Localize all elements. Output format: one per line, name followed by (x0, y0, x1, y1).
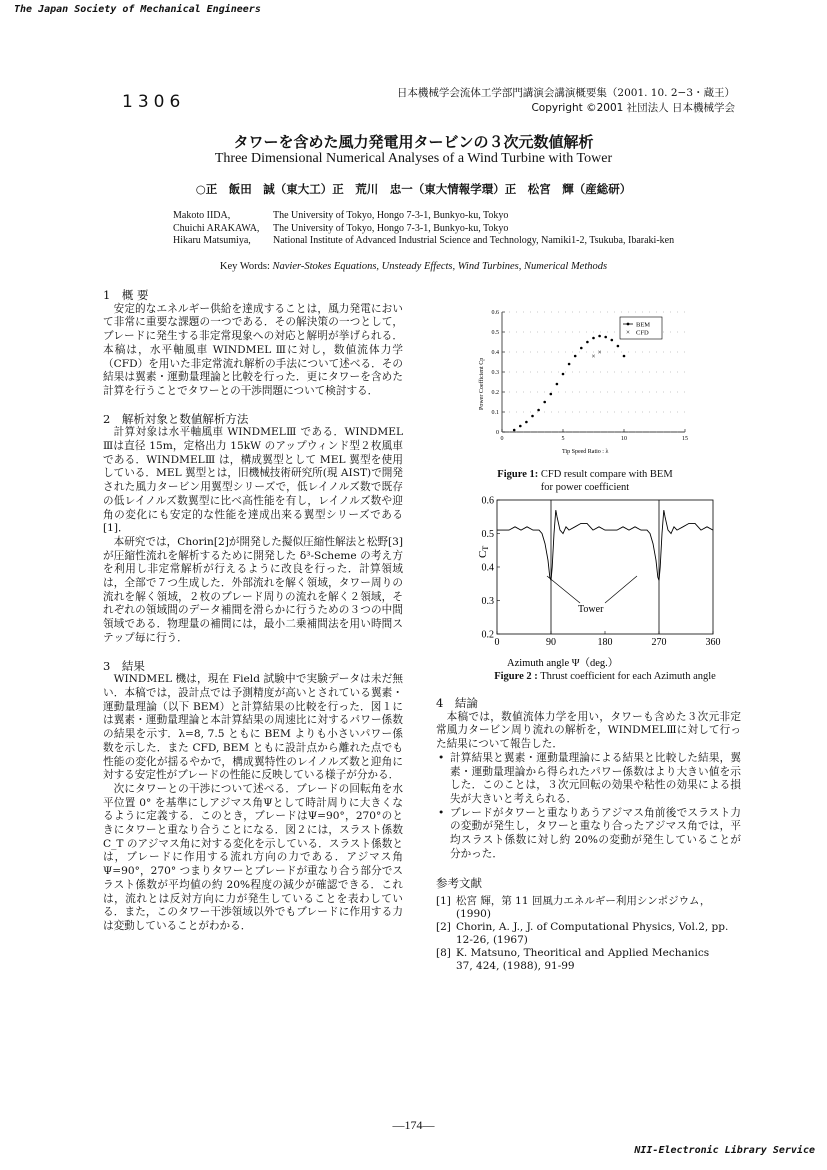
figure-2-caption-text: Thrust coefficient for each Azimuth angle (540, 671, 716, 682)
section-3-title: 3 結果 (103, 658, 145, 673)
section-4-title: 4 結論 (436, 696, 478, 710)
figure-2-y-tick-label: 0.2 (481, 629, 494, 641)
figure-1-x-tick-label: 5 (561, 436, 565, 442)
section-1-title: 1 概 要 (103, 288, 149, 302)
figure-1-bem-point (611, 339, 614, 342)
figure-1-y-tick-label: 0 (496, 430, 499, 436)
figure-1-bem-point (598, 335, 601, 338)
figure-2-label: Figure 2 : (494, 671, 538, 682)
figure-2-x-tick-label: 360 (705, 637, 721, 648)
society-header: The Japan Society of Mechanical Engineers (14, 4, 261, 15)
figure-1-bem-point (586, 341, 589, 344)
svg-text:×: × (626, 328, 630, 337)
section-4-para: 本稿では，数値流体力学を用い，タワーも含めた３次元非定常風力タービン周り流れの解析を，WINDMELⅢに対して行った結果について報告した． (436, 710, 741, 751)
figure-1-bem-point (562, 373, 565, 376)
conclusion-bullet: • 計算結果と翼素・運動量理論による結果と比較した結果，翼素・運動量理論から得られたパワー係数はより大きい値を示した．このことは，３次元回転の効果や粘性の効果による損失が大きいと考えられる． (436, 752, 741, 807)
reference-item: [1] 松宮 輝，第 11 回風力エネルギー利用シンポジウム， (1990) (436, 895, 711, 921)
figure-2-annotation: Tower (578, 604, 604, 615)
figure-1-bem-point (525, 421, 528, 424)
figure-1-bem-point (519, 425, 522, 428)
figure-1-cfd-point: × (597, 348, 602, 357)
section-3-para-2: 次にタワーとの干渉について述べる．ブレードの回転角を水平位置 0° を基準にしアジマス角Ψとして時計周りに大きくなるように定義する．このとき，ブレードはΨ=90°，270°のときにタワーと重なり合うことになる．図２には，スラスト係数 C_T のアジマス角に対する変化を示している．スラスト係数とは，ブレードに作用する流れ方向の力である．アジマス角Ψ=90°，270° つまりタワーとブレードが重なり合う部分でスラスト係数が平均値の約 20%程度の減少が確認できる．これは，流れとは反対方向に力が発生していることを表わしている．また，このタワー干渉領域以外でもブレードに作用する力は変動していることがわかる． (103, 782, 403, 932)
conference-line: 日本機械学会流体工学部門講演会講演概要集（2001. 10. 2−3・蔵王） (396, 87, 735, 99)
figure-1-x-tick-label: 15 (682, 436, 688, 442)
figure-2-ylabel: CT (477, 545, 490, 558)
figure-1-x-tick-label: 0 (500, 436, 504, 442)
figure-1-ylabel: Power Coefficient Cp (479, 357, 485, 410)
left-column (103, 289, 403, 934)
figure-1-bem-point (574, 355, 577, 358)
author-name: Hikaru Matsumiya, (173, 235, 251, 246)
figure-1-bem-point (531, 415, 534, 418)
authors-ja: ○正 飯田 誠（東大工）正 荒川 忠一（東大情報学環）正 松宮 輝（産総研） (195, 182, 632, 196)
keywords-line (0, 261, 827, 272)
figure-1-y-tick-label: 0.4 (491, 350, 499, 356)
figure-1-bem-point (556, 383, 559, 386)
figure-1-cfd-point: × (591, 352, 596, 361)
figure-1-chart (470, 300, 700, 460)
section-1-para: 安定的なエネルギー供給を達成することは，風力発電において非常に重要な課題の一つである．その解決策の一つとして，ブレードに発生する非定常現象への対応と解明が挙げられる．本稿は，水平軸風車 WINDMEL Ⅲに対し，数値流体力学（CFD）を用いた非定常流れ解析の手法について述べる．その結果は翼素・運動量理論と比較を行った．更にタワーを含めた計算を行うことでタワーとの干渉問題について検討する． (103, 302, 403, 397)
figure-1-bem-point (550, 393, 553, 396)
figure-1-y-tick-label: 0.2 (491, 390, 499, 396)
figure-2-x-tick-label: 0 (494, 637, 500, 648)
figure-1-caption-line2: for power coefficient (540, 482, 630, 493)
section-2-para-2: 本研究では，Chorin[2]が開発した擬似圧縮性解法と松野[3]が圧縮性流れを解析するために開発した δ³-Scheme の考え方を利用し非定常解析が行えるように改良を行った．計算領域は，全部で７つ生成した．外部流れを解く領域，タワー周りの流れを解く領域，２枚のブレード周りの流れを解く２領域，それぞれの領域間のデータ補間を滑らかに行うための３つの中間領域である．物理量の補間には，最小二乗補間法を用い時間ステップ毎に行う． (103, 535, 403, 644)
section-2-para-1: 計算対象は水平軸風車 WINDMELⅢ である．WINDMEL Ⅲは直径 15m，定格出力 15kW のアップウィンド型２枚風車である．WINDMELⅢ は，構成翼型として MEL 翼型を使用している．MEL 翼型とは，旧機械技術研究所(現 AIST)で開発された風力タービン用翼型シリーズで，低レイノルズ数で既存の低レイノルズ数翼型に比べ高性能を有し，レイノルズ数や迎角の変化にも安定的な性能を達成出来る翼型シリーズである[1]． (103, 426, 403, 535)
figure-1-bem-point (623, 355, 626, 358)
keywords-label: Key Words: (219, 261, 270, 272)
figure-1-bem-point (592, 337, 595, 340)
library-footer: NII-Electronic Library Service (634, 1145, 815, 1156)
figure-1-bem-point (617, 345, 620, 348)
figure-1-bem-point (580, 347, 583, 350)
figure-1-caption-text: CFD result compare with BEM (540, 469, 673, 480)
figure-1-y-tick-label: 0.3 (491, 370, 499, 376)
author-org: The University of Tokyo, Hongo 7-3-1, Bunkyo-ku, Tokyo (273, 222, 509, 234)
author-name: Makoto IIDA, (173, 210, 231, 221)
figure-1-y-tick-label: 0.5 (491, 330, 499, 336)
figure-1-y-tick-label: 0.6 (491, 310, 499, 316)
author-org: The University of Tokyo, Hongo 7-3-1, Bunkyo-ku, Tokyo (273, 210, 509, 221)
figure-2-x-tick-label: 90 (546, 637, 556, 648)
title-ja: タワーを含めた風力発電用タービンの３次元数値解析 (233, 133, 594, 151)
figure-2-y-tick-label: 0.4 (481, 562, 494, 574)
figure-1-caption (470, 468, 700, 494)
paper-number: 1306 (122, 92, 186, 112)
title-en: Three Dimensional Numerical Analyses of a Wind Turbine with Tower (214, 151, 613, 166)
figure-2-xlabel: Azimuth angle Ψ（deg.） (507, 658, 619, 669)
figure-2-y-tick-label: 0.6 (481, 495, 494, 507)
legend-cfd: CFD (636, 329, 649, 337)
figure-2-frame (497, 500, 713, 634)
author-name: Chuichi ARAKAWA, (173, 222, 260, 234)
figure-1-label: Figure 1: (497, 469, 539, 480)
reference-item: [2] Chorin, A. J., J. of Computational Physics, Vol.2, pp. 12-26, (1967) (436, 921, 729, 947)
figure-1-bem-point (543, 401, 546, 404)
figure-1-bem-point (513, 429, 516, 432)
legend-bem: BEM (636, 321, 651, 329)
figure-1-xlabel: Tip Speed Ratio : λ (562, 449, 609, 455)
keywords: Navier-Stokes Equations, Unsteady Effects, Wind Turbines, Numerical Methods (272, 261, 608, 272)
reference-item: [8] K. Matsuno, Theoritical and Applied Mechanics 37, 424, (1988), 91-99 (436, 947, 710, 973)
figure-2-x-tick-label: 270 (651, 637, 667, 648)
section-3-para-1: WINDMEL 機は，現在 Field 試験中で実験データは未だ無い．本稿では，設計点では予測精度が高いとされている翼素・運動量理論（以下 BEM）と計算結果の比較を行った．図１には翼素・運動量理論と本計算結果の周速比に対するパワー係数の結果を示す．λ=8, 7.5 ともに BEM よりも小さいパワー係数を示した．また CFD, BEM ともに設計点から離れた点でも性能の変化が揺るやかで，構成翼特性のレイノルズ数と迎角に対する安定性がブレードの性能に反映している様子が分かる． (103, 673, 403, 782)
figure-1-bem-point (604, 336, 607, 339)
affiliations (173, 210, 674, 248)
right-column (436, 697, 741, 973)
copyright: Copyright ©2001 社団法人 日本機械学会 (531, 102, 735, 114)
figure-2-chart (455, 492, 725, 670)
figure-1-x-tick-label: 10 (621, 436, 627, 442)
page-number: —174— (392, 1118, 435, 1132)
figure-2-thrust-line (497, 510, 713, 580)
references-title: 参考文献 (436, 876, 482, 891)
figure-2-x-tick-label: 180 (597, 637, 613, 648)
figure-1-bem-point (537, 409, 540, 412)
figure-2-caption (455, 671, 755, 682)
figure-2-y-tick-label: 0.3 (481, 596, 494, 607)
figure-1-legend (620, 317, 662, 339)
section-2-title: 2 解析対象と数値解析方法 (103, 411, 249, 426)
figure-2-y-tick-label: 0.5 (481, 529, 494, 540)
figure-1-bem-point (568, 363, 571, 366)
conclusion-bullet: • ブレードがタワーと重なりあうアジマス角前後でスラスト力の変動が発生し，タワーと重なり合ったアジマス角では，平均スラスト係数に対し約 20%の変動が発生していることが分かった． (436, 807, 741, 862)
author-org: National Institute of Advanced Industrial Science and Technology, Namiki1-2, Tsukuba, Ibaraki-ken (273, 235, 675, 246)
figure-1-y-tick-label: 0.1 (491, 410, 499, 416)
